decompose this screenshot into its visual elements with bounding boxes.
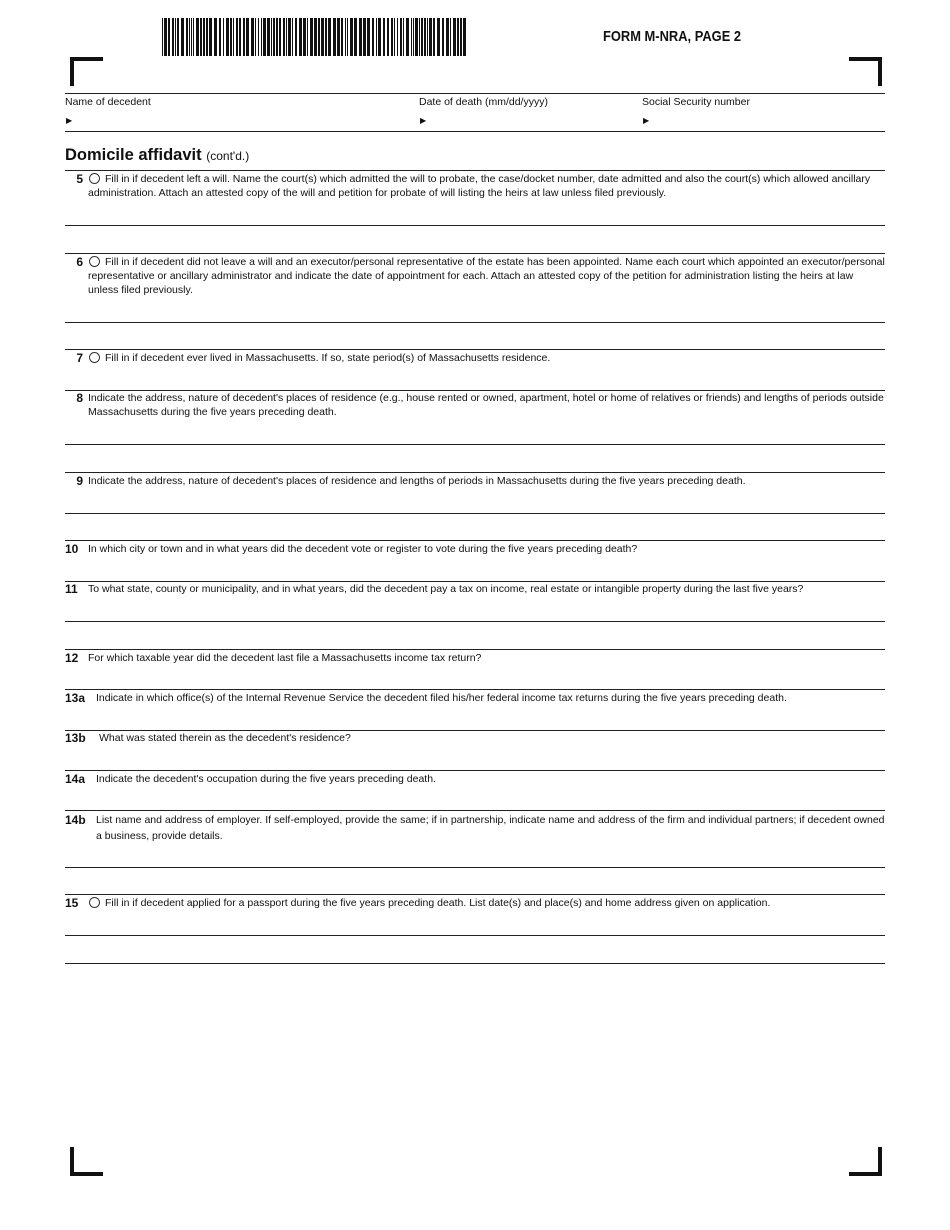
date-of-death-label: Date of death (mm/dd/yyyy) bbox=[419, 96, 548, 108]
item-number: 13b bbox=[65, 731, 86, 745]
form-title: FORM M-NRA, PAGE 2 bbox=[603, 28, 742, 45]
answer-line[interactable] bbox=[65, 322, 885, 323]
answer-line[interactable] bbox=[65, 963, 885, 964]
item-number: 13a bbox=[65, 691, 86, 705]
item-text: Fill in if decedent ever lived in Massachusetts. If so, state period(s) of Massachusetts residence. bbox=[105, 352, 551, 364]
item-10 bbox=[65, 542, 885, 558]
item-11 bbox=[65, 582, 885, 598]
item-number: 9 bbox=[76, 474, 83, 488]
item-number: 10 bbox=[65, 542, 79, 556]
corner-mark-bottom-right bbox=[849, 1147, 882, 1176]
item-14b bbox=[65, 812, 885, 844]
item-9 bbox=[65, 474, 885, 490]
item-12 bbox=[65, 651, 885, 667]
item-rule bbox=[65, 689, 885, 690]
item-number: 6 bbox=[76, 255, 83, 269]
item-text: Indicate the address, nature of decedent's places of residence and lengths of periods in Massachusetts during the five years preceding death. bbox=[88, 475, 746, 487]
item-number: 7 bbox=[76, 351, 83, 365]
item-rule bbox=[65, 540, 885, 541]
item-13a bbox=[65, 691, 885, 707]
answer-line[interactable] bbox=[65, 867, 885, 868]
corner-mark-top-right bbox=[849, 57, 882, 86]
header-top-rule bbox=[65, 93, 885, 94]
item-5 bbox=[65, 172, 885, 202]
item-text: Fill in if decedent left a will. Name the court(s) which admitted the will to probate, the case/docket number, date admitted and also the court(s) which allowed ancillary administration. Attach an attested copy of the will and petition for probate of will listing the heirs at law unless filed previously. bbox=[88, 173, 871, 199]
item-rule bbox=[65, 810, 885, 811]
item-text: In which city or town and in what years did the decedent vote or register to vote during the five years preceding death? bbox=[88, 543, 638, 555]
item-number: 12 bbox=[65, 651, 79, 665]
item-rule bbox=[65, 170, 885, 171]
item-number: 11 bbox=[65, 582, 78, 596]
item-text: Indicate the address, nature of decedent's places of residence (e.g., house rented or owned, apartment, hotel or home of relatives or friends) and lengths of periods outside Massachusetts during the five years preceding death. bbox=[88, 392, 884, 418]
answer-line[interactable] bbox=[65, 225, 885, 226]
name-of-decedent-field[interactable]: ▶ bbox=[66, 116, 73, 125]
item-7 bbox=[65, 351, 885, 367]
item-rule bbox=[65, 253, 885, 254]
item-text: Indicate in which office(s) of the Internal Revenue Service the decedent filed his/her federal income tax returns during the five years preceding death. bbox=[96, 692, 787, 704]
item-text: To what state, county or municipality, and in what years, did the decedent pay a tax on income, real estate or intangible property during the last five years? bbox=[88, 583, 804, 595]
item-number: 14b bbox=[65, 813, 86, 827]
item-text: Fill in if decedent applied for a passport during the five years preceding death. List date(s) and place(s) and home address given on application. bbox=[105, 897, 771, 909]
answer-line[interactable] bbox=[65, 935, 885, 936]
item-text: What was stated therein as the decedent's residence? bbox=[99, 732, 351, 744]
item-rule bbox=[65, 770, 885, 771]
section-title-text: Domicile affidavit bbox=[65, 146, 202, 164]
corner-mark-top-left bbox=[70, 57, 103, 86]
date-of-death-field[interactable]: ▶ bbox=[420, 116, 427, 125]
item-number: 14a bbox=[65, 772, 86, 786]
item-number: 8 bbox=[76, 391, 83, 405]
header-bottom-rule bbox=[65, 131, 885, 132]
answer-line[interactable] bbox=[65, 621, 885, 622]
item-text: Fill in if decedent did not leave a will and an executor/personal representative of the estate has been appointed. Name each court which appointed an executor/personal representative or ancillary administrator and indicate the date of appointment for each. Attach an attested copy of the petition for administration listing the heirs at law unless filed previously. bbox=[88, 256, 885, 296]
section-title bbox=[65, 146, 249, 165]
ssn-field[interactable]: ▶ bbox=[643, 116, 650, 125]
item-rule bbox=[65, 349, 885, 350]
item-text: For which taxable year did the decedent last file a Massachusetts income tax return? bbox=[88, 652, 482, 664]
item-text: Indicate the decedent's occupation during the five years preceding death. bbox=[96, 773, 436, 785]
item-rule bbox=[65, 649, 885, 650]
name-of-decedent-label: Name of decedent bbox=[65, 96, 151, 108]
section-contd: (cont'd.) bbox=[206, 149, 250, 163]
item-6 bbox=[65, 255, 885, 299]
item-number: 15 bbox=[65, 896, 79, 910]
item-14a bbox=[65, 772, 885, 788]
corner-mark-bottom-left bbox=[70, 1147, 103, 1176]
item-rule bbox=[65, 472, 885, 473]
answer-line[interactable] bbox=[65, 513, 885, 514]
barcode bbox=[162, 18, 470, 56]
ssn-label: Social Security number bbox=[642, 96, 750, 108]
answer-line[interactable] bbox=[65, 444, 885, 445]
item-text: List name and address of employer. If self-employed, provide the same; if in partnership, indicate name and address of the firm and individual partners; if decedent owned a business, provide details. bbox=[96, 814, 885, 842]
item-15 bbox=[65, 896, 885, 912]
item-8 bbox=[65, 391, 885, 421]
item-number: 5 bbox=[76, 172, 83, 186]
item-13b bbox=[65, 731, 885, 747]
item-rule bbox=[65, 894, 885, 895]
